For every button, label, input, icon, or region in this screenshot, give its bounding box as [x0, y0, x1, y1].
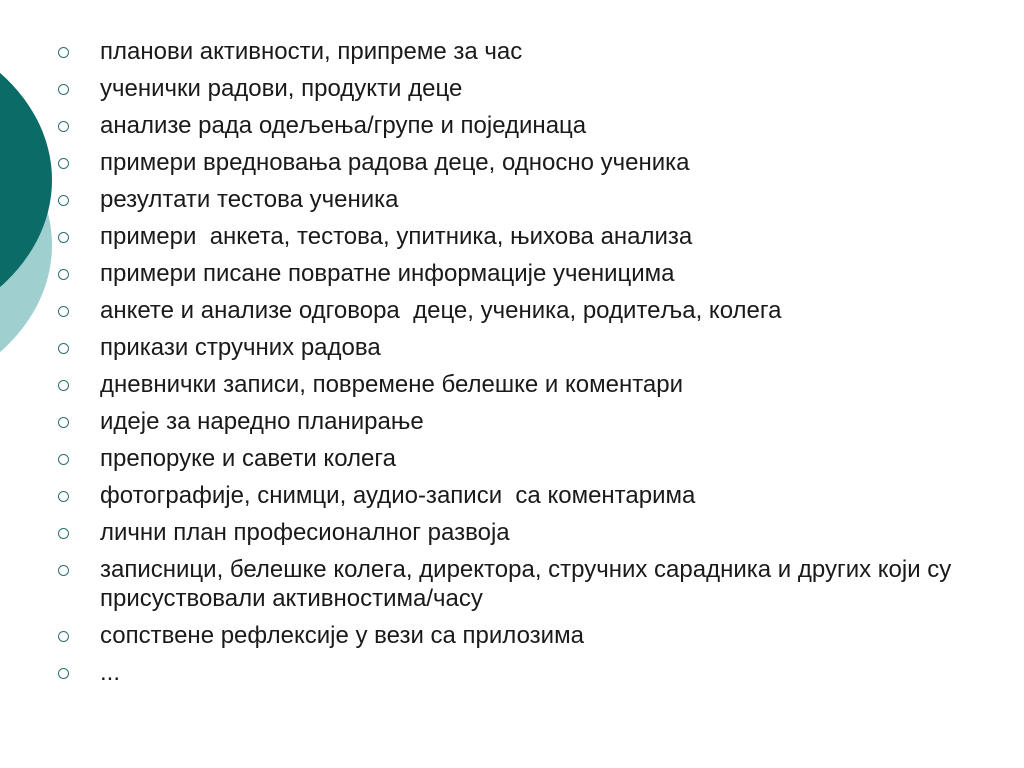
hollow-circle-bullet-icon [58, 565, 69, 576]
hollow-circle-bullet-icon [58, 417, 69, 428]
hollow-circle-bullet-icon [58, 269, 69, 280]
hollow-circle-bullet-icon [58, 158, 69, 169]
list-item-text: примери анкета, тестова, упитника, њихова анализа [100, 223, 693, 250]
list-item-text: примери писане повратне информације ученицима [100, 260, 675, 287]
list-item-text: препоруке и савети колега [100, 445, 396, 472]
list-item [58, 259, 958, 288]
list-item-text: прикази стручних радова [100, 334, 381, 361]
list-item [58, 333, 958, 362]
list-item [58, 555, 958, 613]
list-item-text: идеје за наредно планирање [100, 408, 424, 435]
hollow-circle-bullet-icon [58, 232, 69, 243]
hollow-circle-bullet-icon [58, 631, 69, 642]
list-item-text: анкете и анализе одговора деце, ученика, родитеља, колега [100, 297, 782, 324]
list-item [58, 185, 958, 214]
bullet-list [58, 37, 958, 695]
list-item [58, 148, 958, 177]
hollow-circle-bullet-icon [58, 491, 69, 502]
list-item [58, 111, 958, 140]
list-item-text: дневнички записи, повремене белешке и коментари [100, 371, 684, 398]
list-item [58, 370, 958, 399]
list-item [58, 658, 958, 687]
hollow-circle-bullet-icon [58, 84, 69, 95]
list-item-text: резултати тестова ученика [100, 186, 399, 213]
list-item-text: ученички радови, продукти деце [100, 75, 463, 102]
list-item [58, 222, 958, 251]
hollow-circle-bullet-icon [58, 528, 69, 539]
list-item-text: сопствене рефлексије у вези са прилозима [100, 622, 584, 649]
list-item-text: лични план професионалног развоја [100, 519, 510, 546]
list-item-text: фотографије, снимци, аудио-записи са коментарима [100, 482, 696, 509]
list-item-text: записници, белешке колега, директора, стручних сарадника и других који су присуствовали активностима/часу [100, 556, 958, 612]
list-item-text: анализе рада одељења/групе и појединаца [100, 112, 587, 139]
list-item [58, 407, 958, 436]
list-item [58, 481, 958, 510]
hollow-circle-bullet-icon [58, 121, 69, 132]
hollow-circle-bullet-icon [58, 47, 69, 58]
hollow-circle-bullet-icon [58, 195, 69, 206]
hollow-circle-bullet-icon [58, 343, 69, 354]
list-item [58, 444, 958, 473]
list-item [58, 518, 958, 547]
list-item [58, 74, 958, 103]
hollow-circle-bullet-icon [58, 454, 69, 465]
list-item-text: примери вредновања радова деце, односно ученика [100, 149, 690, 176]
list-item-text: ... [100, 659, 121, 686]
list-item [58, 296, 958, 325]
list-item [58, 37, 958, 66]
hollow-circle-bullet-icon [58, 380, 69, 391]
hollow-circle-bullet-icon [58, 306, 69, 317]
list-item [58, 621, 958, 650]
hollow-circle-bullet-icon [58, 668, 69, 679]
list-item-text: планови активности, припреме за час [100, 38, 523, 65]
